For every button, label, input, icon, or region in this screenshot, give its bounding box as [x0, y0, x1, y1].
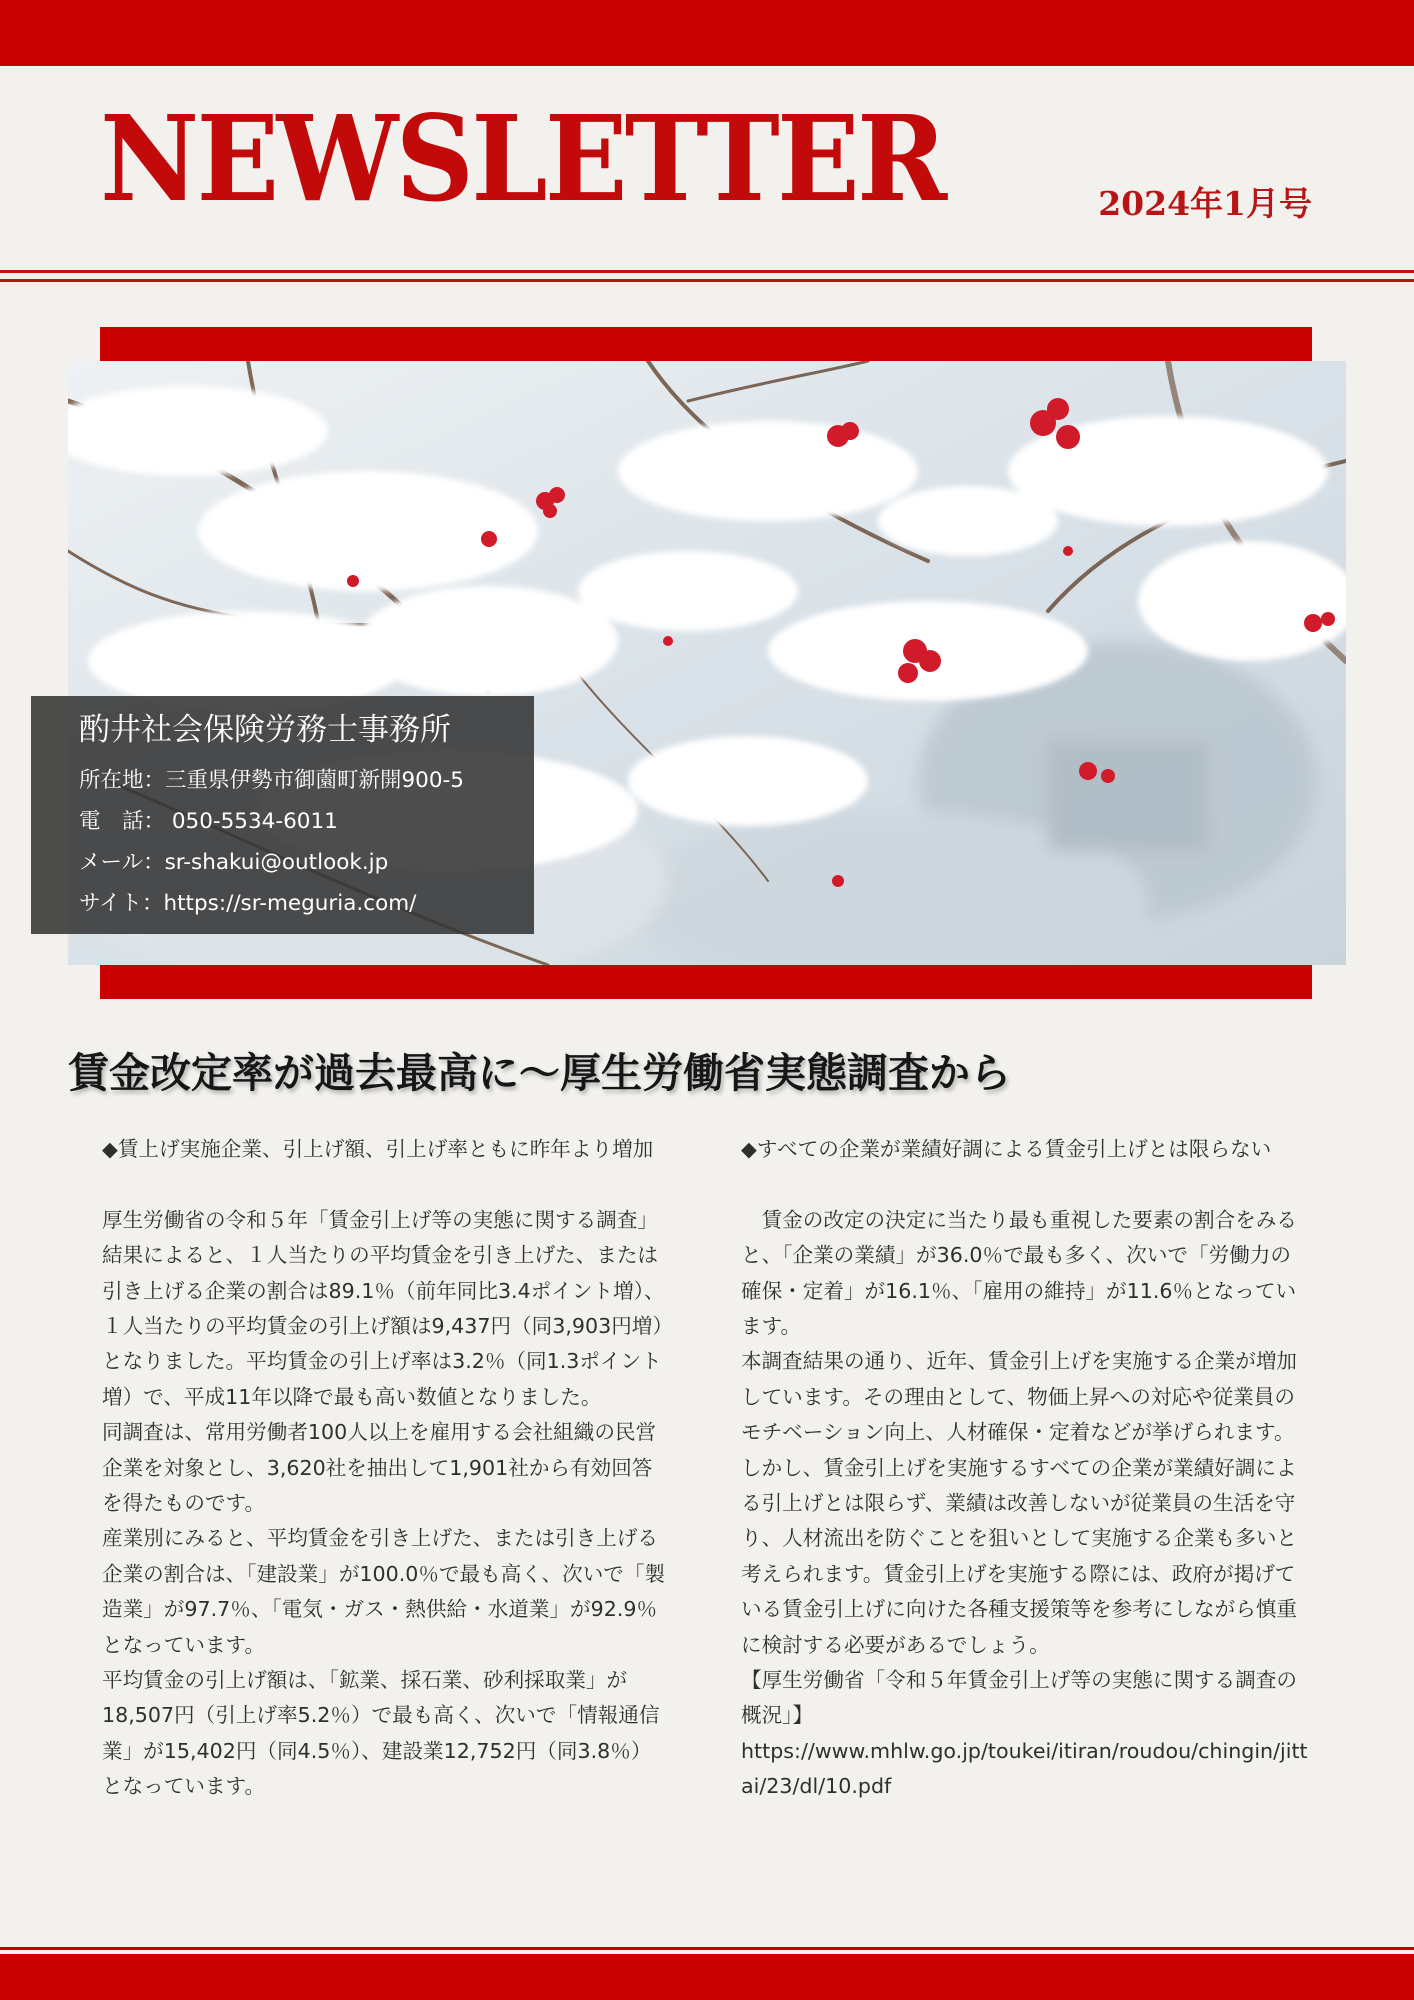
article-right-column [741, 1132, 1309, 1805]
office-name: 酌井社会保険労務士事務所 [79, 712, 451, 748]
right-paragraph: 賃金の改定の決定に当たり最も重視した要素の割合をみると、「企業の業績」が36.0％で最も多く、次いで「労働力の確保・定着」が16.1％、「雇用の維持」が11.6％となっています。 [741, 1207, 1298, 1339]
photo-frame-bottom-bar [100, 965, 1312, 999]
header-rule-lower [0, 279, 1414, 282]
article-headline: 賃金改定率が過去最高に～厚生労働省実態調査から [68, 1049, 1011, 1097]
photo-frame-top-bar [100, 327, 1312, 361]
office-contact-card [31, 696, 534, 934]
issue-date: 2024年1月号 [1098, 184, 1312, 223]
contact-email[interactable]: メール：sr-shakui@outlook.jp [79, 850, 389, 875]
article-left-column [102, 1132, 670, 1805]
source-url-link[interactable]: https://www.mhlw.go.jp/toukei/itiran/roudou/chingin/jittai/23/dl/10.pdf [741, 1738, 1308, 1799]
contact-website[interactable]: サイト：https://sr-meguria.com/ [79, 891, 417, 916]
contact-phone: 電 話： 050-5534-6011 [79, 809, 338, 834]
footer-rule [0, 1947, 1414, 1950]
header-rule-upper [0, 270, 1414, 273]
left-paragraph: 同調査は、常用労働者100人以上を雇用する会社組織の民営企業を対象とし、3,620社を抽出して1,901社から有効回答を得たものです。 [102, 1420, 657, 1516]
left-paragraph: 平均賃金の引上げ額は、「鉱業、採石業、砂利採取業」が18,507円（引上げ率5.2％）で最も高く、次いで「情報通信業」が15,402円（同4.5％）、建設業12,752円（同3.8％）となっています。 [102, 1668, 660, 1799]
left-paragraph: 産業別にみると、平均賃金を引き上げた、または引き上げる企業の割合は、「建設業」が100.0％で最も高く、次いで「製造業」が97.7％、「電気・ガス・熱供給・水道業」が92.9％となっています。 [102, 1526, 666, 1657]
newsletter-title: NEWSLETTER [100, 89, 945, 228]
contact-address: 所在地：三重県伊勢市御薗町新開900-5 [79, 768, 464, 793]
right-paragraph: 本調査結果の通り、近年、賃金引上げを実施する企業が増加しています。その理由として、物価上昇への対応や従業員のモチベーション向上、人材確保・定着などが挙げられます。しかし、賃金引上げを実施するすべての企業が業績好調による引上げとは限らず、業績は改善しないが従業員の生活を守り、人材流出を防ぐことを狙いとして実施する企業も多いと考えられます。賃金引上げを実施する際には、政府が掲げている賃金引上げに向けた各種支援策等を参考にしながら慎重に検討する必要があるでしょう。 [741, 1349, 1298, 1657]
left-section-heading: ◆賃上げ実施企業、引上げ額、引上げ率ともに昨年より増加 [102, 1137, 654, 1161]
top-red-band [0, 0, 1414, 66]
right-section-heading: ◆すべての企業が業績好調による賃金引上げとは限らない [741, 1137, 1272, 1161]
bottom-red-band [0, 1954, 1414, 2000]
source-citation: 【厚生労働省「令和５年賃金引上げ等の実態に関する調査の概況」】 [741, 1668, 1298, 1728]
left-paragraph: 厚生労働省の令和５年「賃金引上げ等の実態に関する調査」結果によると、１人当たりの平均賃金を引き上げた、または引き上げる企業の割合は89.1％（前年同比3.4ポイント増）、１人当たりの平均賃金の引上げ額は9,437円（同3,903円増）となりました。平均賃金の引上げ率は3.2％（同1.3ポイント増）で、平成11年以降で最も高い数値となりました。 [102, 1207, 665, 1409]
